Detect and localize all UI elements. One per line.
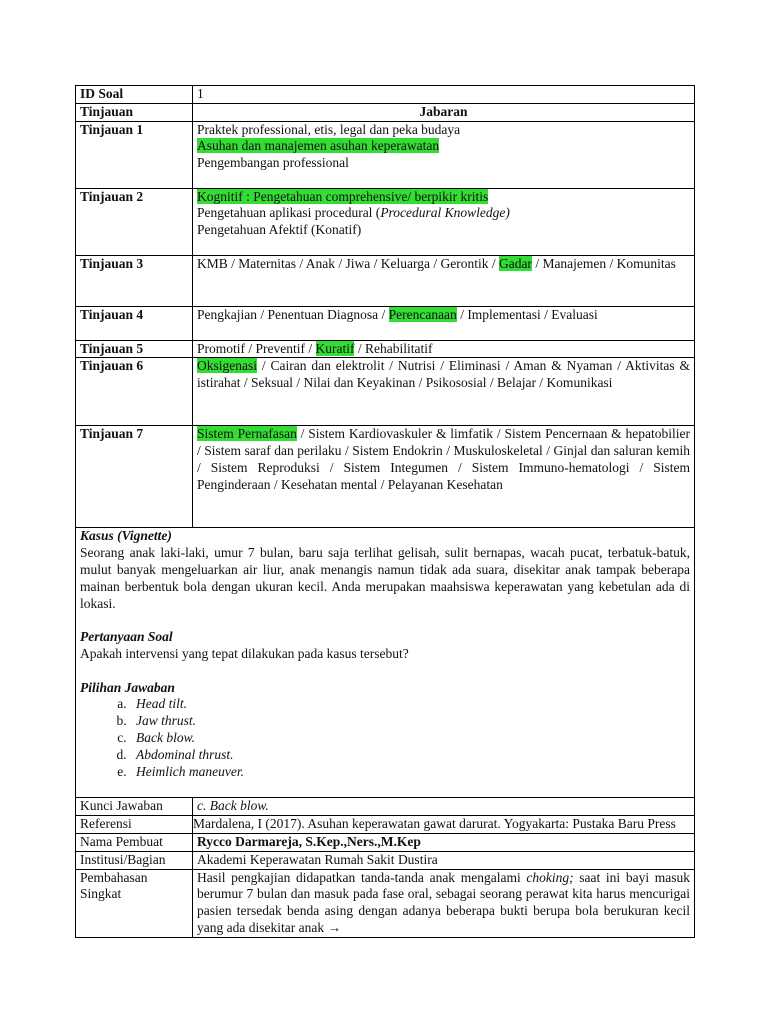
- answer-option-a: a. Head tilt.: [130, 696, 690, 713]
- tinjauan-label: Tinjauan 1: [76, 121, 193, 188]
- pertanyaan-text: Apakah intervensi yang tepat dilakukan pada kasus tersebut?: [80, 645, 409, 661]
- institusi-value: Akademi Keperawatan Rumah Sakit Dustira: [193, 851, 695, 869]
- pembuat-row: [76, 833, 695, 851]
- kunci-value: c. Back blow.: [193, 798, 695, 816]
- line: Pengetahuan aplikasi procedural (Procedural Knowledge): [197, 205, 510, 221]
- highlighted-term: Gadar: [498, 255, 532, 271]
- kunci-row: [76, 798, 695, 816]
- jabaran-header: Jabaran: [193, 103, 695, 121]
- tinjauan-content: [193, 121, 695, 188]
- arrow-right-icon: →: [327, 919, 341, 935]
- answer-option-d: d. Abdominal thrust.: [130, 747, 690, 764]
- tinjauan-row-1: [76, 121, 695, 188]
- tinjauan-row-4: [76, 306, 695, 340]
- tinjauan-label: Tinjauan 2: [76, 188, 193, 255]
- answer-option-b: b. Jaw thrust.: [130, 713, 690, 730]
- tinjauan-content: Promotif / Preventif / Kuratif / Rehabilitatif: [193, 340, 695, 358]
- tinjauan-label: Tinjauan 7: [76, 426, 193, 528]
- tinjauan-label: Tinjauan 4: [76, 306, 193, 340]
- referensi-label: Referensi: [76, 816, 193, 834]
- pilihan-heading: Pilihan Jawaban: [80, 679, 175, 695]
- highlighted-term: Oksigenasi: [197, 358, 257, 374]
- highlighted-term: Kuratif: [315, 340, 355, 356]
- kasus-text: Seorang anak laki-laki, umur 7 bulan, baru saja terlihat gelisah, sulit bernapas, wacah pucat, terbatuk-batuk, mulut banyak mengeluarkan air liur, anak menangis namun tidak ada suara, disekitar anak tampak beberapa mainan berbentuk bola dengan ukuran kecil. Anda merupakan maahsiswa keperawatan yang kebetulan ada di lokasi.: [80, 545, 690, 611]
- question-sheet-table: [75, 85, 695, 938]
- tinjauan-label: Tinjauan 5: [76, 340, 193, 358]
- answer-option-c: c. Back blow.: [130, 730, 690, 747]
- tinjauan-content: Pengkajian / Penentuan Diagnosa / Perencanaan / Implementasi / Evaluasi: [193, 306, 695, 340]
- header-row: [76, 103, 695, 121]
- pembuat-value: Rycco Darmareja, S.Kep.,Ners.,M.Kep: [193, 833, 695, 851]
- highlighted-line: Asuhan dan manajemen asuhan keperawatan: [197, 138, 440, 154]
- institusi-row: [76, 851, 695, 869]
- id-row: [76, 86, 695, 104]
- referensi-row: [76, 816, 695, 834]
- highlighted-line: Kognitif : Pengetahuan comprehensive/ berpikir kritis: [197, 188, 489, 204]
- tinjauan-row-5: [76, 340, 695, 358]
- tinjauan-label: Tinjauan 6: [76, 358, 193, 426]
- tinjauan-row-7: [76, 426, 695, 528]
- pembahasan-label: Pembahasan Singkat: [76, 869, 193, 937]
- kunci-label: Kunci Jawaban: [76, 798, 193, 816]
- highlighted-term: Sistem Pernafasan: [197, 426, 297, 442]
- kasus-row: [76, 528, 695, 798]
- pembahasan-row: [76, 869, 695, 937]
- tinjauan-content: Oksigenasi / Cairan dan elektrolit / Nutrisi / Eliminasi / Aman & Nyaman / Aktivitas & istirahat / Seksual / Nilai dan Keyakinan / Psikososial / Belajar / Komunikasi: [193, 358, 695, 426]
- tinjauan-content: Sistem Pernafasan / Sistem Kardiovaskuler & limfatik / Sistem Pencernaan & hepatobilier / Sistem saraf dan perilaku / Sistem Endokrin / Muskuloskeletal / Ginjal dan saluran kemih / Sistem Reproduksi / Sistem Integumen / Sistem Immuno-hematologi / Sistem Penginderaan / Kesehatan mental / Pelayanan Kesehatan: [193, 426, 695, 528]
- answer-option-e: e. Heimlich maneuver.: [130, 764, 690, 781]
- kasus-content: [76, 528, 695, 798]
- answer-options: [80, 696, 690, 780]
- tinjauan-label: Tinjauan 3: [76, 255, 193, 306]
- pembahasan-value: Hasil pengkajian didapatkan tanda-tanda anak mengalami choking; saat ini bayi masuk berumur 7 bulan dan masuk pada fase oral, sebagai seorang perawat kita harus mencurigai pasien tersedak benda asing dengan adanya beberapa bukti berupa bola berukuran kecil yang ada disekitar anak →: [193, 869, 695, 937]
- institusi-label: Institusi/Bagian: [76, 851, 193, 869]
- line: Pengembangan professional: [197, 155, 349, 171]
- line: Praktek professional, etis, legal dan peka budaya: [197, 121, 461, 137]
- pertanyaan-heading: Pertanyaan Soal: [80, 629, 173, 645]
- tinjauan-header: Tinjauan: [76, 103, 193, 121]
- kasus-heading: Kasus (Vignette): [80, 528, 172, 544]
- line: Pengetahuan Afektif (Konatif): [197, 222, 362, 238]
- tinjauan-content: KMB / Maternitas / Anak / Jiwa / Keluarga / Gerontik / Gadar / Manajemen / Komunitas: [193, 255, 695, 306]
- highlighted-term: Perencanaan: [388, 306, 457, 322]
- id-value: 1: [193, 86, 695, 104]
- tinjauan-row-3: [76, 255, 695, 306]
- pembuat-label: Nama Pembuat: [76, 833, 193, 851]
- tinjauan-row-2: [76, 188, 695, 255]
- tinjauan-content: [193, 188, 695, 255]
- id-label: ID Soal: [76, 86, 193, 104]
- referensi-value: Mardalena, I (2017). Asuhan keperawatan gawat darurat. Yogyakarta: Pustaka Baru Press: [193, 816, 695, 834]
- tinjauan-row-6: [76, 358, 695, 426]
